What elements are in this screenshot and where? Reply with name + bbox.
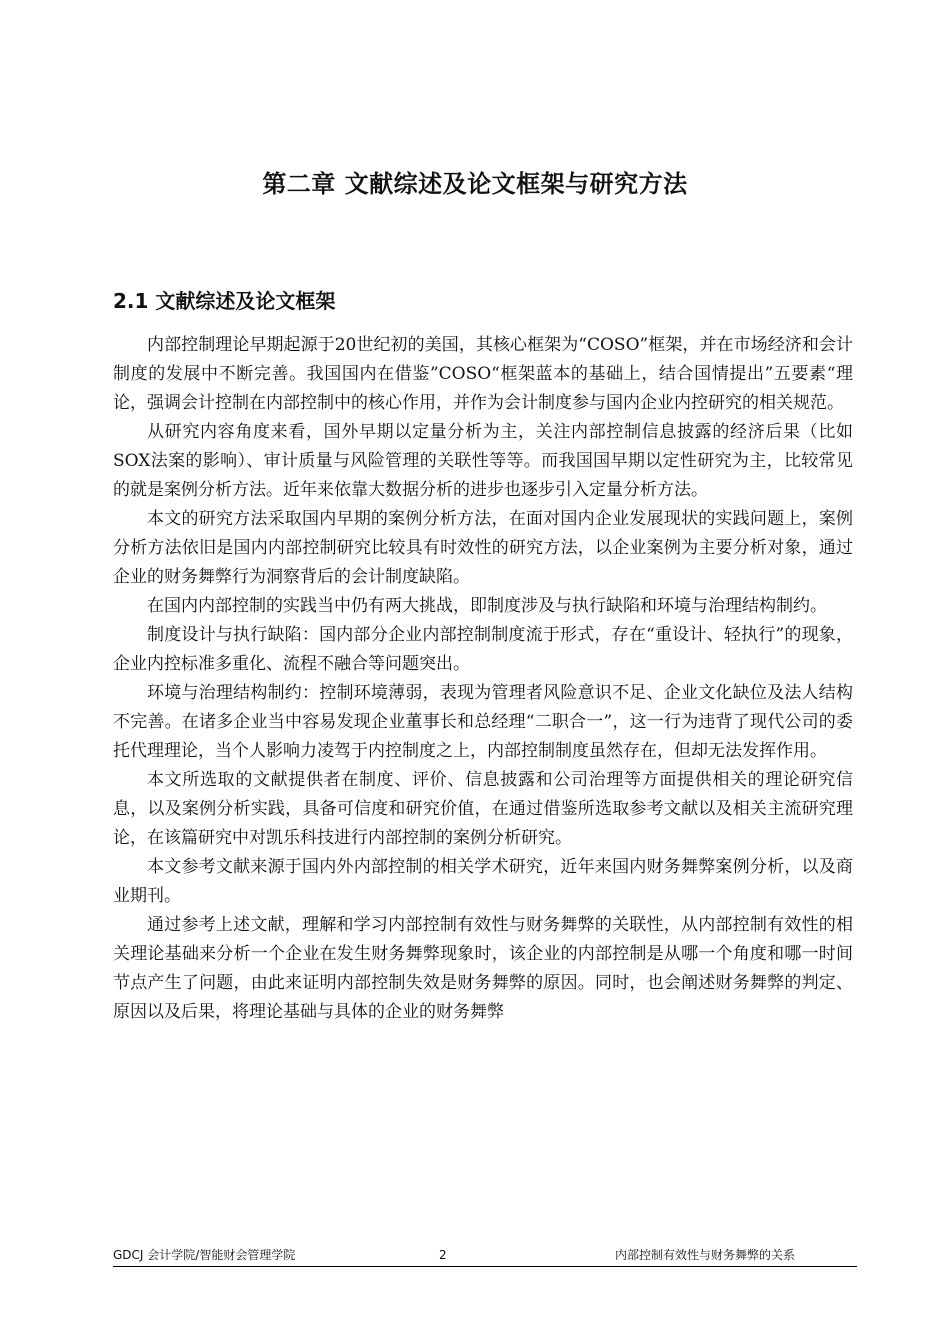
paragraph-research-method: 本文的研究方法采取国内早期的案例分析方法，在面对国内企业发展现状的实践问题上，案例分析方法依旧是国内内部控制研究比较具有时效性的研究方法，以企业案例为主要分析对象，通过企业的财务舞弊行为洞察背后的会计制度缺陷。: [113, 509, 853, 587]
paragraph-two-challenges: 在国内内部控制的实践当中仍有两大挑战，即制度涉及与执行缺陷和环境与治理结构制约。: [147, 596, 827, 616]
paragraph-research-purpose: 通过参考上述文献，理解和学习内部控制有效性与财务舞弊的关联性，从内部控制有效性的相关理论基础来分析一个企业在发生财务舞弊现象时，该企业的内部控制是从哪一个角度和哪一时间节点产生了问题，由此来证明内部控制失效是财务舞弊的原因。同时，也会阐述财务舞弊的判定、原因以及后果，将理论基础与具体的企业的财务舞弊: [113, 915, 853, 1022]
footer-thesis-title: 内部控制有效性与财务舞弊的关系: [614, 1248, 795, 1262]
section-title: 2.1 文献综述及论文框架: [113, 288, 336, 313]
body-text: [113, 331, 853, 1027]
paragraph-design-execution-defects: 制度设计与执行缺陷：国内部分企业内部控制制度流于形式，存在“重设计、轻执行”的现象，企业内控标准多重化、流程不融合等问题突出。: [113, 625, 853, 674]
paragraph-coso-origin: 内部控制理论早期起源于20世纪初的美国，其核心框架为“COSO”框架，并在市场经济和会计制度的发展中不断完善。我国国内在借鉴”COSO“框架蓝本的基础上，结合国情提出”五要素“理论，强调会计控制在内部控制中的核心作用，并作为会计制度参与国内企业内控研究的相关规范。: [113, 335, 853, 413]
paragraph-literature-selection: 本文所选取的文献提供者在制度、评价、信息披露和公司治理等方面提供相关的理论研究信息，以及案例分析实践，具备可信度和研究价值，在通过借鉴所选取参考文献以及相关主流研究理论，在该篇研究中对凯乐科技进行内部控制的案例分析研究。: [113, 770, 853, 848]
paragraph-governance-constraints: 环境与治理结构制约：控制环境薄弱，表现为管理者风险意识不足、企业文化缺位及法人结构不完善。在诸多企业当中容易发现企业董事长和总经理“二职合一”，这一行为违背了现代公司的委托代理理论，当个人影响力凌驾于内控制度之上，内部控制制度虽然存在，但却无法发挥作用。: [113, 683, 853, 761]
paragraph-research-content: 从研究内容角度来看，国外早期以定量分析为主，关注内部控制信息披露的经济后果（比如SOX法案的影响）、审计质量与风险管理的关联性等等。而我国国早期以定性研究为主，比较常见的就是案例分析方法。近年来依靠大数据分析的进步也逐步引入定量分析方法。: [113, 422, 853, 500]
page-footer: [113, 1244, 857, 1267]
paragraph-literature-sources: 本文参考文献来源于国内外内部控制的相关学术研究，近年来国内财务舞弊案例分析，以及商业期刊。: [113, 857, 853, 906]
footer-institution: GDCJ 会计学院/智能财会管理学院: [113, 1248, 296, 1262]
chapter-title: 第二章 文献综述及论文框架与研究方法: [262, 170, 688, 199]
footer-page-number: 2: [439, 1248, 447, 1262]
